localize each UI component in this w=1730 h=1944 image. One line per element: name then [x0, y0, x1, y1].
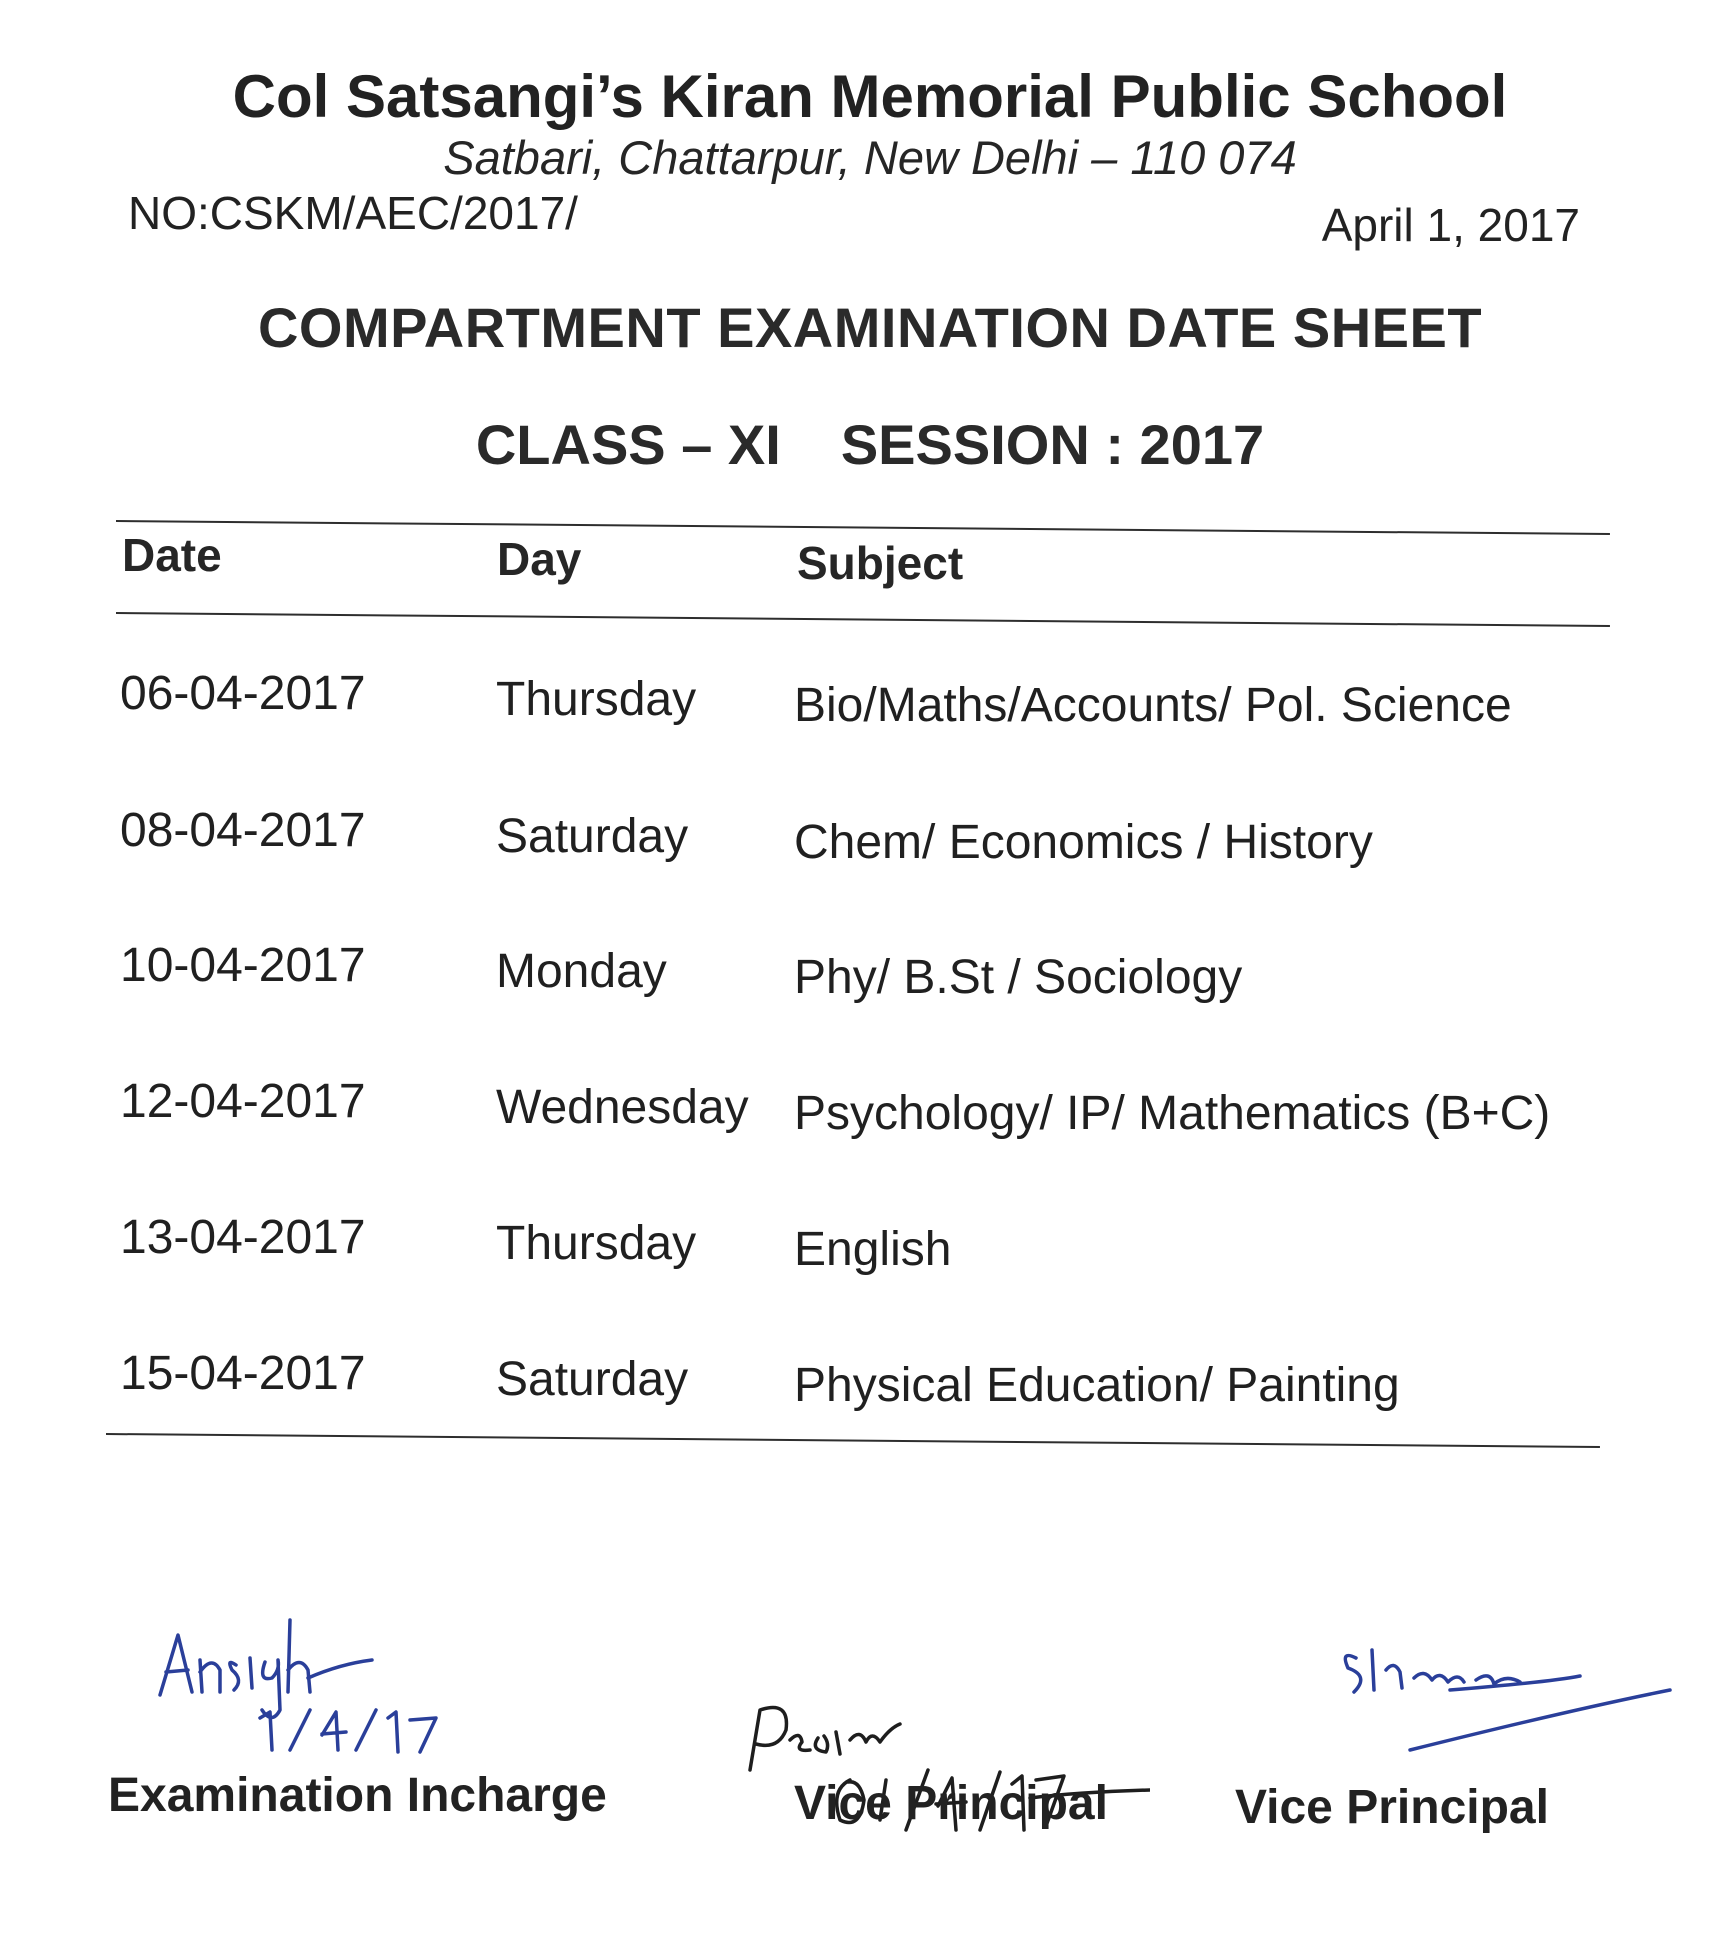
document-date: April 1, 2017	[1321, 199, 1580, 251]
row-date: 15-04-2017	[120, 1347, 366, 1400]
row-subject: Physical Education/ Painting	[794, 1359, 1400, 1412]
school-name: Col Satsangi’s Kiran Memorial Public School	[232, 63, 1508, 130]
table-row	[0, 1346, 1730, 1436]
row-day: Monday	[496, 945, 667, 998]
row-subject: Chem/ Economics / History	[794, 816, 1373, 869]
row-subject: English	[794, 1223, 952, 1276]
row-day: Saturday	[496, 1353, 689, 1406]
row-date: 10-04-2017	[120, 939, 366, 992]
table-header-rule	[116, 612, 1610, 627]
row-subject: Phy/ B.St / Sociology	[794, 951, 1243, 1004]
row-day: Thursday	[496, 673, 697, 726]
signature-label-examination-incharge: Examination Incharge	[108, 1769, 607, 1822]
row-date: 08-04-2017	[120, 804, 366, 857]
table-row	[0, 938, 1730, 1028]
reference-number: NO:CSKM/AEC/2017/	[128, 187, 578, 239]
page-title: COMPARTMENT EXAMINATION DATE SHEET	[257, 296, 1483, 359]
row-date: 06-04-2017	[120, 667, 366, 720]
session-label: SESSION : 2017	[840, 413, 1265, 476]
column-header-date: Date	[122, 529, 222, 581]
column-header-subject: Subject	[797, 537, 964, 589]
signature-examination-incharge	[140, 1600, 480, 1770]
table-top-rule	[116, 520, 1610, 535]
table-row	[0, 1074, 1730, 1164]
row-day: Wednesday	[496, 1081, 749, 1134]
row-day: Saturday	[496, 810, 689, 863]
signature-label-vice-principal-1: Vice Principal	[794, 1777, 1108, 1830]
row-subject: Bio/Maths/Accounts/ Pol. Science	[794, 679, 1512, 732]
class-session-line	[0, 412, 1730, 477]
class-label: CLASS – XI	[475, 413, 781, 476]
row-subject: Psychology/ IP/ Mathematics (B+C)	[794, 1087, 1551, 1140]
row-date: 13-04-2017	[120, 1211, 366, 1264]
table-row	[0, 803, 1730, 893]
signature-label-vice-principal-2: Vice Principal	[1235, 1781, 1549, 1834]
signature-vice-principal-2	[1330, 1630, 1730, 1760]
school-address: Satbari, Chattarpur, New Delhi – 110 074	[443, 131, 1297, 184]
row-day: Thursday	[496, 1217, 697, 1270]
column-header-day: Day	[497, 533, 582, 585]
table-row	[0, 666, 1730, 756]
row-date: 12-04-2017	[120, 1075, 366, 1128]
table-row	[0, 1210, 1730, 1300]
